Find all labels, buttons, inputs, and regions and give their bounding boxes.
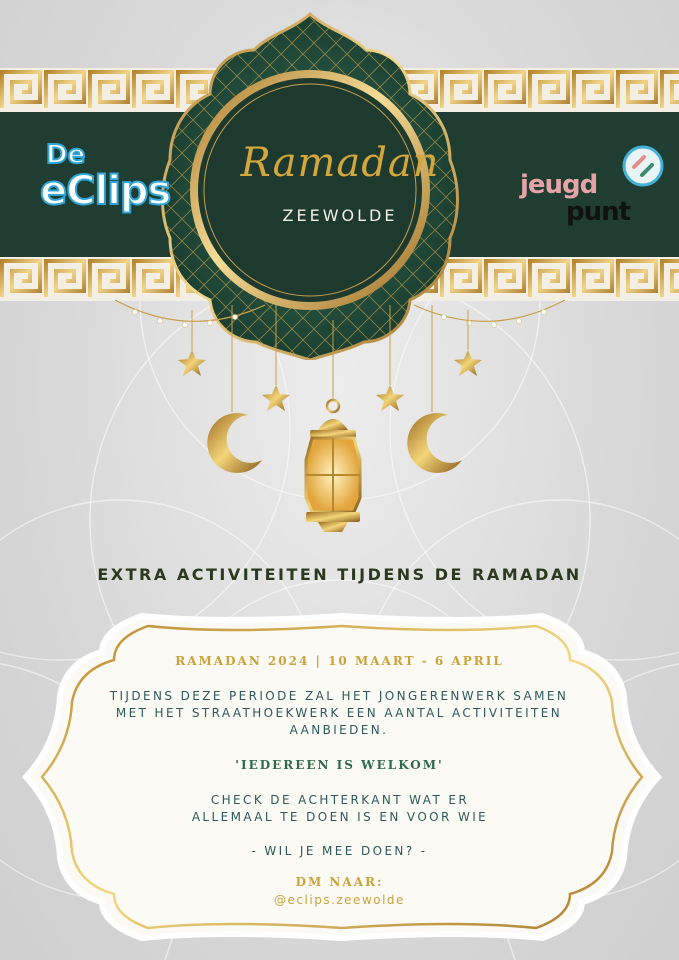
- description-line-3: AANBIEDEN.: [289, 723, 389, 737]
- description-paragraph: [104, 688, 574, 739]
- page-title: Ramadan: [240, 140, 440, 186]
- instagram-handle: @eclips.zeewolde: [274, 893, 405, 907]
- eclips-logo-name: eClips: [40, 168, 171, 214]
- hanging-decorations: [0, 290, 679, 540]
- description-line-2: MET HET STRAATHOEKWERK EEN AANTAL ACTIVITEITEN: [115, 706, 563, 720]
- lantern-icon: [306, 400, 360, 532]
- jeugdpunt-logo-line1: jeugd: [520, 170, 598, 200]
- description-line-1: TIJDENS DEZE PERIODE ZAL HET JONGERENWERK SAMEN: [109, 689, 569, 703]
- jeugdpunt-logo-icon: [622, 145, 664, 187]
- check-line-1: CHECK DE ACHTERKANT WAT ER: [210, 793, 470, 807]
- check-back-text: [170, 792, 510, 826]
- welcome-text: 'IEDEREEN IS WELKOM': [235, 758, 444, 772]
- location-subtitle: ZEEWOLDE: [282, 206, 398, 225]
- jeugdpunt-logo-line2: punt: [566, 197, 631, 227]
- headline: EXTRA ACTIVITEITEN TIJDENS DE RAMADAN: [97, 565, 582, 584]
- check-line-2: ALLEMAAL TE DOEN IS EN VOOR WIE: [191, 810, 489, 824]
- ramadan-dates: RAMADAN 2024 | 10 MAART - 6 APRIL: [175, 654, 504, 668]
- join-question: - WIL JE MEE DOEN? -: [251, 844, 428, 858]
- eclips-logo-de: De: [46, 140, 86, 170]
- dm-label: DM NAAR:: [295, 875, 384, 889]
